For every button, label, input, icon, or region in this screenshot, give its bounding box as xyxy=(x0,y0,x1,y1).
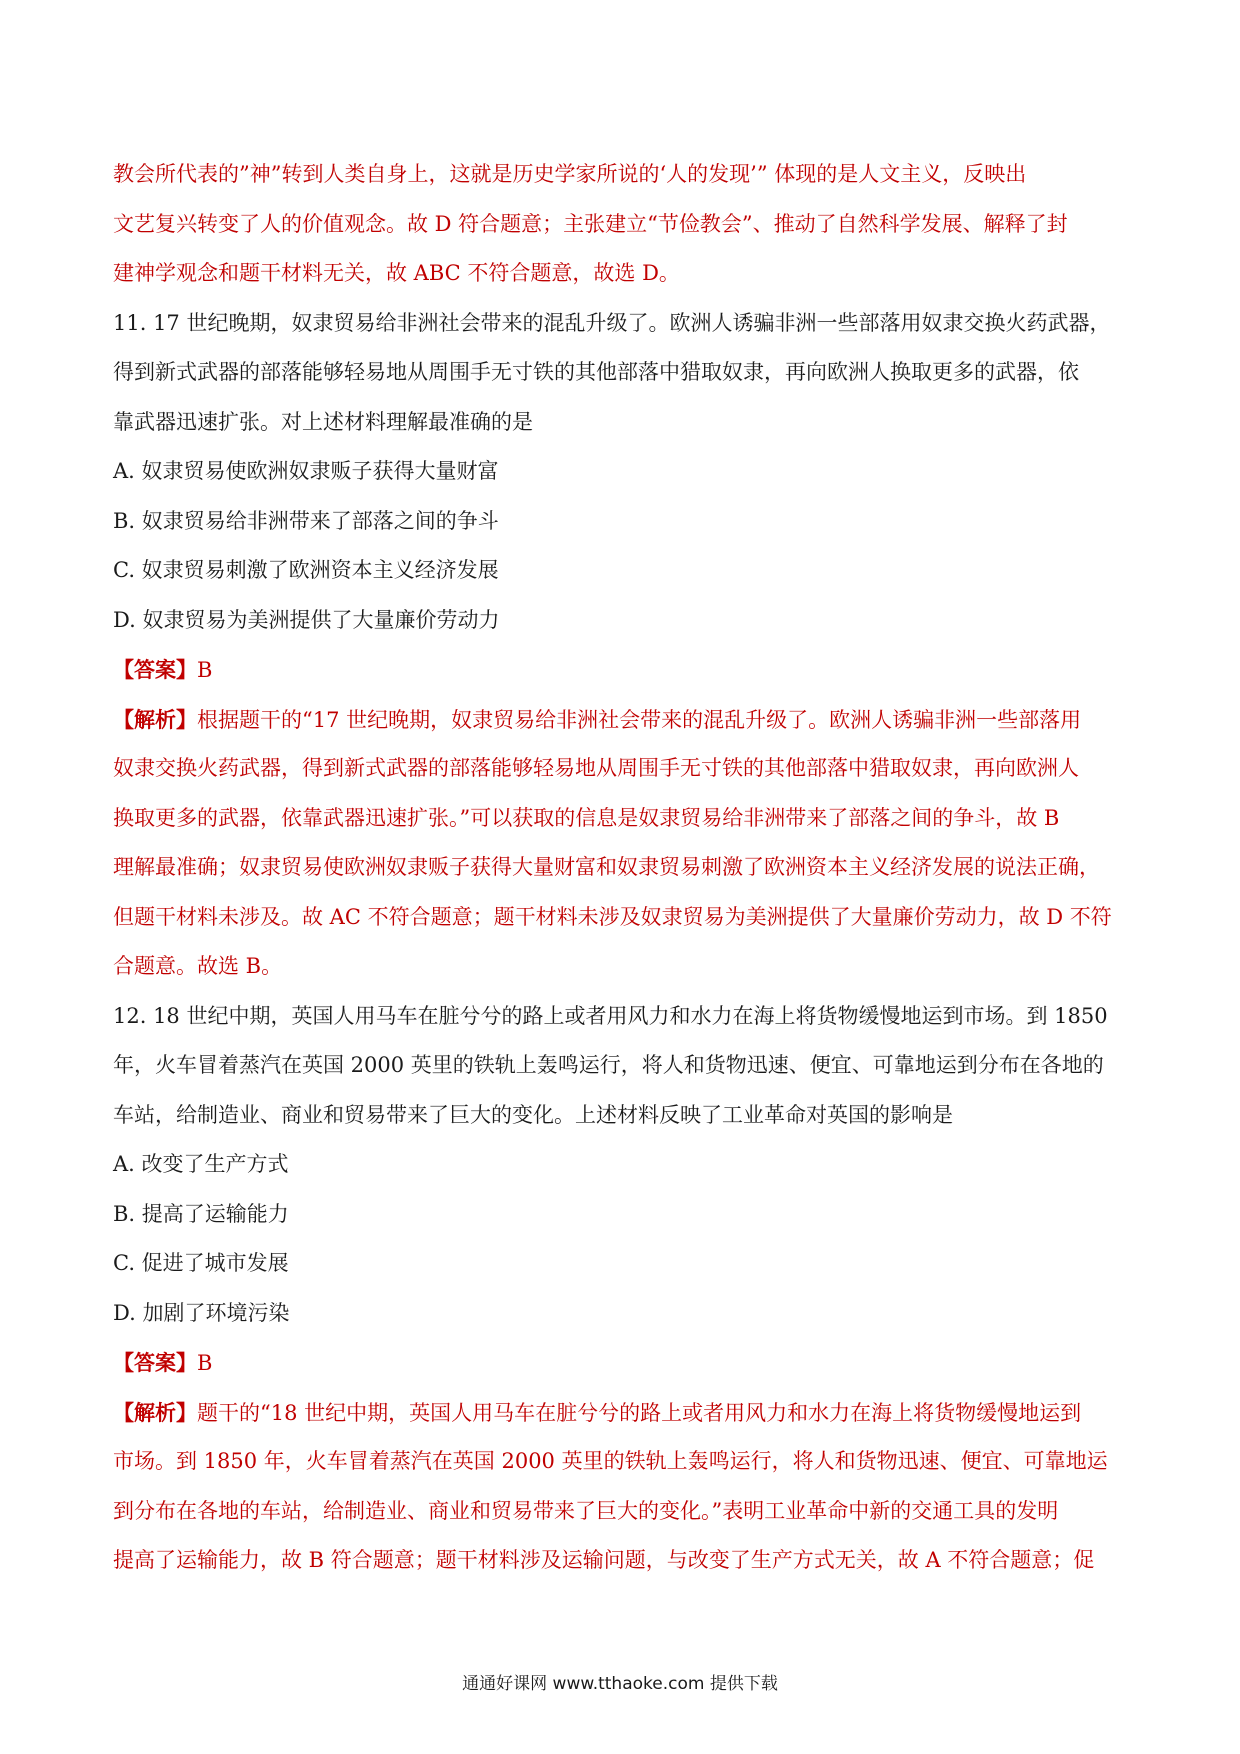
analysis-line: 理解最准确；奴隶贸易使欧洲奴隶贩子获得大量财富和奴隶贸易刺激了欧洲资本主义经济发展的说法正确， xyxy=(113,855,1100,879)
analysis-text: 题干的“18 世纪中期，英国人用马车在脏兮兮的路上或者用风力和水力在海上将货物缓慢地运到 xyxy=(197,1400,1082,1425)
analysis-line xyxy=(113,1388,1133,1438)
analysis-line: 奴隶交换火药武器，得到新式武器的部落能够轻易地从周围手无寸铁的其他部落中猎取奴隶，再向欧洲人 xyxy=(113,756,1079,780)
question-stem-line: 年，火车冒着蒸汽在英国 2000 英里的铁轨上轰鸣运行，将人和货物迅速、便宜、可靠地运到分布在各地的 xyxy=(113,1053,1104,1077)
document-page xyxy=(113,150,1133,1586)
option-d: D. 加剧了环境污染 xyxy=(113,1300,290,1325)
analysis-line xyxy=(113,695,1133,745)
analysis-line: 提高了运输能力，故 B 符合题意；题干材料涉及运输问题，与改变了生产方式无关，故 A 不符合题意；促 xyxy=(113,1548,1095,1572)
option-b: B. 奴隶贸易给非洲带来了部落之间的争斗 xyxy=(113,508,499,533)
answer-tag: 【答案】 xyxy=(113,657,197,682)
prev-explanation xyxy=(113,150,1133,299)
prev-explanation-line: 文艺复兴转变了人的价值观念。故 D 符合题意；主张建立“节俭教会”、推动了自然科学发展、解释了封 xyxy=(113,211,1068,236)
analysis-line: 合题意。故选 B。 xyxy=(113,954,283,978)
question-stem-line: 靠武器迅速扩张。对上述材料理解最准确的是 xyxy=(113,409,533,434)
option-c: C. 促进了城市发展 xyxy=(113,1251,289,1275)
option-a: A. 改变了生产方式 xyxy=(113,1152,289,1176)
question-11 xyxy=(113,299,1133,992)
question-12 xyxy=(113,992,1133,1586)
question-stem-line: 车站，给制造业、商业和贸易带来了巨大的变化。上述材料反映了工业革命对英国的影响是 xyxy=(113,1102,953,1127)
question-stem-line: 得到新式武器的部落能够轻易地从周围手无寸铁的其他部落中猎取奴隶，再向欧洲人换取更多的武器，依 xyxy=(113,360,1079,384)
analysis-tag: 【解析】 xyxy=(113,1399,197,1425)
question-stem-line: 11. 17 世纪晚期，奴隶贸易给非洲社会带来的混乱升级了。欧洲人诱骗非洲一些部落用奴隶交换火药武器， xyxy=(113,310,1111,335)
analysis-line: 换取更多的武器，依靠武器迅速扩张。”可以获取的信息是奴隶贸易给非洲带来了部落之间的争斗，故 B xyxy=(113,805,1060,830)
analysis-text: 根据题干的“17 世纪晚期，奴隶贸易给非洲社会带来的混乱升级了。欧洲人诱骗非洲一些部落用 xyxy=(197,707,1082,732)
option-a: A. 奴隶贸易使欧洲奴隶贩子获得大量财富 xyxy=(113,459,499,483)
analysis-line: 市场。到 1850 年，火车冒着蒸汽在英国 2000 英里的铁轨上轰鸣运行，将人和货物迅速、便宜、可靠地运 xyxy=(113,1449,1108,1473)
answer-value: B xyxy=(197,658,213,682)
option-d: D. 奴隶贸易为美洲提供了大量廉价劳动力 xyxy=(113,607,500,632)
answer-line xyxy=(113,1338,1133,1388)
analysis-tag: 【解析】 xyxy=(113,706,197,732)
page-footer: 通通好课网 www.tthaoke.com 提供下载 xyxy=(462,1674,778,1694)
option-c: C. 奴隶贸易刺激了欧洲资本主义经济发展 xyxy=(113,558,499,582)
prev-explanation-line: 教会所代表的”神”转到人类自身上，这就是历史学家所说的‘人的发现’” 体现的是人文主义，反映出 xyxy=(113,162,1027,186)
analysis-line: 到分布在各地的车站，给制造业、商业和贸易带来了巨大的变化。”表明工业革命中新的交通工具的发明 xyxy=(113,1498,1059,1523)
answer-tag: 【答案】 xyxy=(113,1350,197,1375)
prev-explanation-line: 建神学观念和题干材料无关，故 ABC 不符合题意，故选 D。 xyxy=(113,261,680,285)
option-b: B. 提高了运输能力 xyxy=(113,1201,289,1226)
answer-value: B xyxy=(197,1351,213,1375)
answer-line xyxy=(113,645,1133,695)
question-stem-line: 12. 18 世纪中期，英国人用马车在脏兮兮的路上或者用风力和水力在海上将货物缓慢地运到市场。到 1850 xyxy=(113,1003,1108,1028)
analysis-line: 但题干材料未涉及。故 AC 不符合题意；题干材料未涉及奴隶贸易为美洲提供了大量廉价劳动力，故 D 不符 xyxy=(113,904,1112,929)
